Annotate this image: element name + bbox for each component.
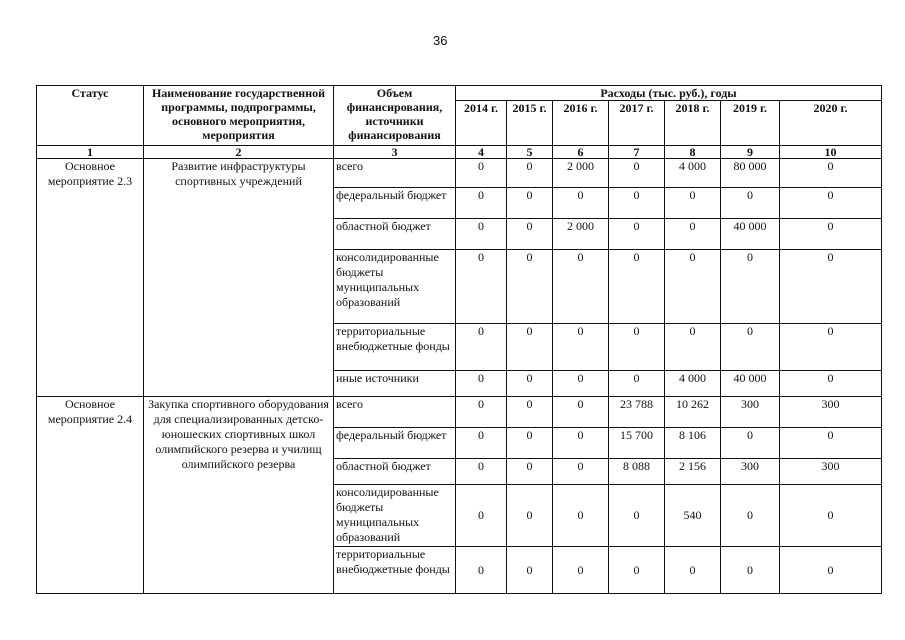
value-cell: 0 bbox=[780, 159, 882, 188]
value-cell: 0 bbox=[780, 250, 882, 324]
status-cell: Основное мероприятие 2.4 bbox=[37, 397, 144, 594]
value-cell: 0 bbox=[553, 324, 609, 371]
value-cell: 0 bbox=[553, 397, 609, 428]
value-cell: 0 bbox=[553, 547, 609, 594]
event-name-cell: Развитие инфраструктуры спортивных учреждений bbox=[144, 159, 334, 397]
value-cell: 0 bbox=[609, 547, 665, 594]
source-cell: иные источники bbox=[334, 371, 456, 397]
header-expenses: Расходы (тыс. руб.), годы bbox=[456, 86, 882, 101]
page-number: 36 bbox=[433, 33, 448, 48]
value-cell: 0 bbox=[553, 428, 609, 459]
value-cell: 0 bbox=[553, 371, 609, 397]
header-year: 2016 г. bbox=[553, 101, 609, 146]
value-cell: 0 bbox=[609, 324, 665, 371]
value-cell: 0 bbox=[456, 188, 507, 219]
source-cell: консолидированные бюджеты муниципальных образований bbox=[334, 485, 456, 547]
source-cell: областной бюджет bbox=[334, 459, 456, 485]
source-cell: всего bbox=[334, 397, 456, 428]
value-cell: 0 bbox=[456, 428, 507, 459]
value-cell: 0 bbox=[780, 485, 882, 547]
value-cell: 0 bbox=[507, 188, 553, 219]
value-cell: 0 bbox=[780, 324, 882, 371]
column-number: 4 bbox=[456, 146, 507, 159]
value-cell: 0 bbox=[507, 547, 553, 594]
value-cell: 0 bbox=[609, 219, 665, 250]
value-cell: 0 bbox=[456, 459, 507, 485]
value-cell: 0 bbox=[507, 371, 553, 397]
value-cell: 0 bbox=[665, 324, 721, 371]
source-cell: областной бюджет bbox=[334, 219, 456, 250]
value-cell: 0 bbox=[507, 459, 553, 485]
value-cell: 8 106 bbox=[665, 428, 721, 459]
value-cell: 0 bbox=[780, 547, 882, 594]
value-cell: 0 bbox=[609, 371, 665, 397]
value-cell: 0 bbox=[553, 250, 609, 324]
source-cell: консолидированные бюджеты муниципальных образований bbox=[334, 250, 456, 324]
value-cell: 0 bbox=[780, 428, 882, 459]
value-cell: 0 bbox=[721, 485, 780, 547]
value-cell: 540 bbox=[665, 485, 721, 547]
value-cell: 0 bbox=[456, 159, 507, 188]
column-number: 3 bbox=[334, 146, 456, 159]
header-row-top bbox=[37, 86, 882, 101]
value-cell: 0 bbox=[609, 159, 665, 188]
value-cell: 0 bbox=[665, 219, 721, 250]
value-cell: 0 bbox=[456, 397, 507, 428]
table-row bbox=[37, 159, 882, 188]
column-number: 7 bbox=[609, 146, 665, 159]
header-year: 2018 г. bbox=[665, 101, 721, 146]
header-year: 2017 г. bbox=[609, 101, 665, 146]
value-cell: 40 000 bbox=[721, 371, 780, 397]
header-volume: Объем финансирования, источники финансирования bbox=[334, 86, 456, 146]
value-cell: 0 bbox=[507, 159, 553, 188]
header-year: 2014 г. bbox=[456, 101, 507, 146]
value-cell: 23 788 bbox=[609, 397, 665, 428]
value-cell: 0 bbox=[456, 485, 507, 547]
value-cell: 0 bbox=[456, 547, 507, 594]
value-cell: 4 000 bbox=[665, 159, 721, 188]
value-cell: 4 000 bbox=[665, 371, 721, 397]
value-cell: 0 bbox=[456, 371, 507, 397]
value-cell: 2 000 bbox=[553, 219, 609, 250]
value-cell: 0 bbox=[609, 485, 665, 547]
value-cell: 40 000 bbox=[721, 219, 780, 250]
value-cell: 0 bbox=[507, 485, 553, 547]
column-number: 10 bbox=[780, 146, 882, 159]
header-year: 2019 г. bbox=[721, 101, 780, 146]
value-cell: 2 156 bbox=[665, 459, 721, 485]
value-cell: 300 bbox=[721, 459, 780, 485]
value-cell: 8 088 bbox=[609, 459, 665, 485]
header-status: Статус bbox=[37, 86, 144, 146]
value-cell: 0 bbox=[507, 250, 553, 324]
value-cell: 0 bbox=[665, 250, 721, 324]
value-cell: 0 bbox=[553, 188, 609, 219]
table-row bbox=[37, 397, 882, 428]
value-cell: 0 bbox=[507, 219, 553, 250]
value-cell: 0 bbox=[553, 459, 609, 485]
value-cell: 300 bbox=[780, 459, 882, 485]
value-cell: 0 bbox=[665, 547, 721, 594]
column-number: 5 bbox=[507, 146, 553, 159]
value-cell: 0 bbox=[665, 188, 721, 219]
value-cell: 0 bbox=[721, 188, 780, 219]
value-cell: 80 000 bbox=[721, 159, 780, 188]
value-cell: 0 bbox=[609, 250, 665, 324]
value-cell: 0 bbox=[456, 250, 507, 324]
value-cell: 0 bbox=[780, 371, 882, 397]
value-cell: 0 bbox=[780, 219, 882, 250]
source-cell: территориальные внебюджетные фонды bbox=[334, 324, 456, 371]
value-cell: 0 bbox=[507, 428, 553, 459]
status-cell: Основное мероприятие 2.3 bbox=[37, 159, 144, 397]
value-cell: 0 bbox=[721, 547, 780, 594]
value-cell: 300 bbox=[721, 397, 780, 428]
header-name: Наименование государственной программы, подпрограммы, основного мероприятия, мероприятия bbox=[144, 86, 334, 146]
value-cell: 0 bbox=[721, 250, 780, 324]
budget-table bbox=[36, 85, 882, 594]
header-year: 2020 г. bbox=[780, 101, 882, 146]
value-cell: 0 bbox=[721, 324, 780, 371]
source-cell: федеральный бюджет bbox=[334, 188, 456, 219]
value-cell: 0 bbox=[507, 397, 553, 428]
event-name-cell: Закупка спортивного оборудования для специализированных детско-юношеских спортивных школ олимпийского резерва и училищ олимпийского резерва bbox=[144, 397, 334, 594]
column-number: 2 bbox=[144, 146, 334, 159]
column-number: 6 bbox=[553, 146, 609, 159]
value-cell: 300 bbox=[780, 397, 882, 428]
value-cell: 0 bbox=[780, 188, 882, 219]
value-cell: 10 262 bbox=[665, 397, 721, 428]
value-cell: 0 bbox=[456, 324, 507, 371]
source-cell: всего bbox=[334, 159, 456, 188]
value-cell: 0 bbox=[609, 188, 665, 219]
value-cell: 0 bbox=[456, 219, 507, 250]
value-cell: 15 700 bbox=[609, 428, 665, 459]
value-cell: 0 bbox=[553, 485, 609, 547]
source-cell: территориальные внебюджетные фонды bbox=[334, 547, 456, 594]
column-number: 8 bbox=[665, 146, 721, 159]
header-year: 2015 г. bbox=[507, 101, 553, 146]
value-cell: 0 bbox=[721, 428, 780, 459]
value-cell: 2 000 bbox=[553, 159, 609, 188]
column-number: 9 bbox=[721, 146, 780, 159]
value-cell: 0 bbox=[507, 324, 553, 371]
column-number-row bbox=[37, 146, 882, 159]
column-number: 1 bbox=[37, 146, 144, 159]
source-cell: федеральный бюджет bbox=[334, 428, 456, 459]
